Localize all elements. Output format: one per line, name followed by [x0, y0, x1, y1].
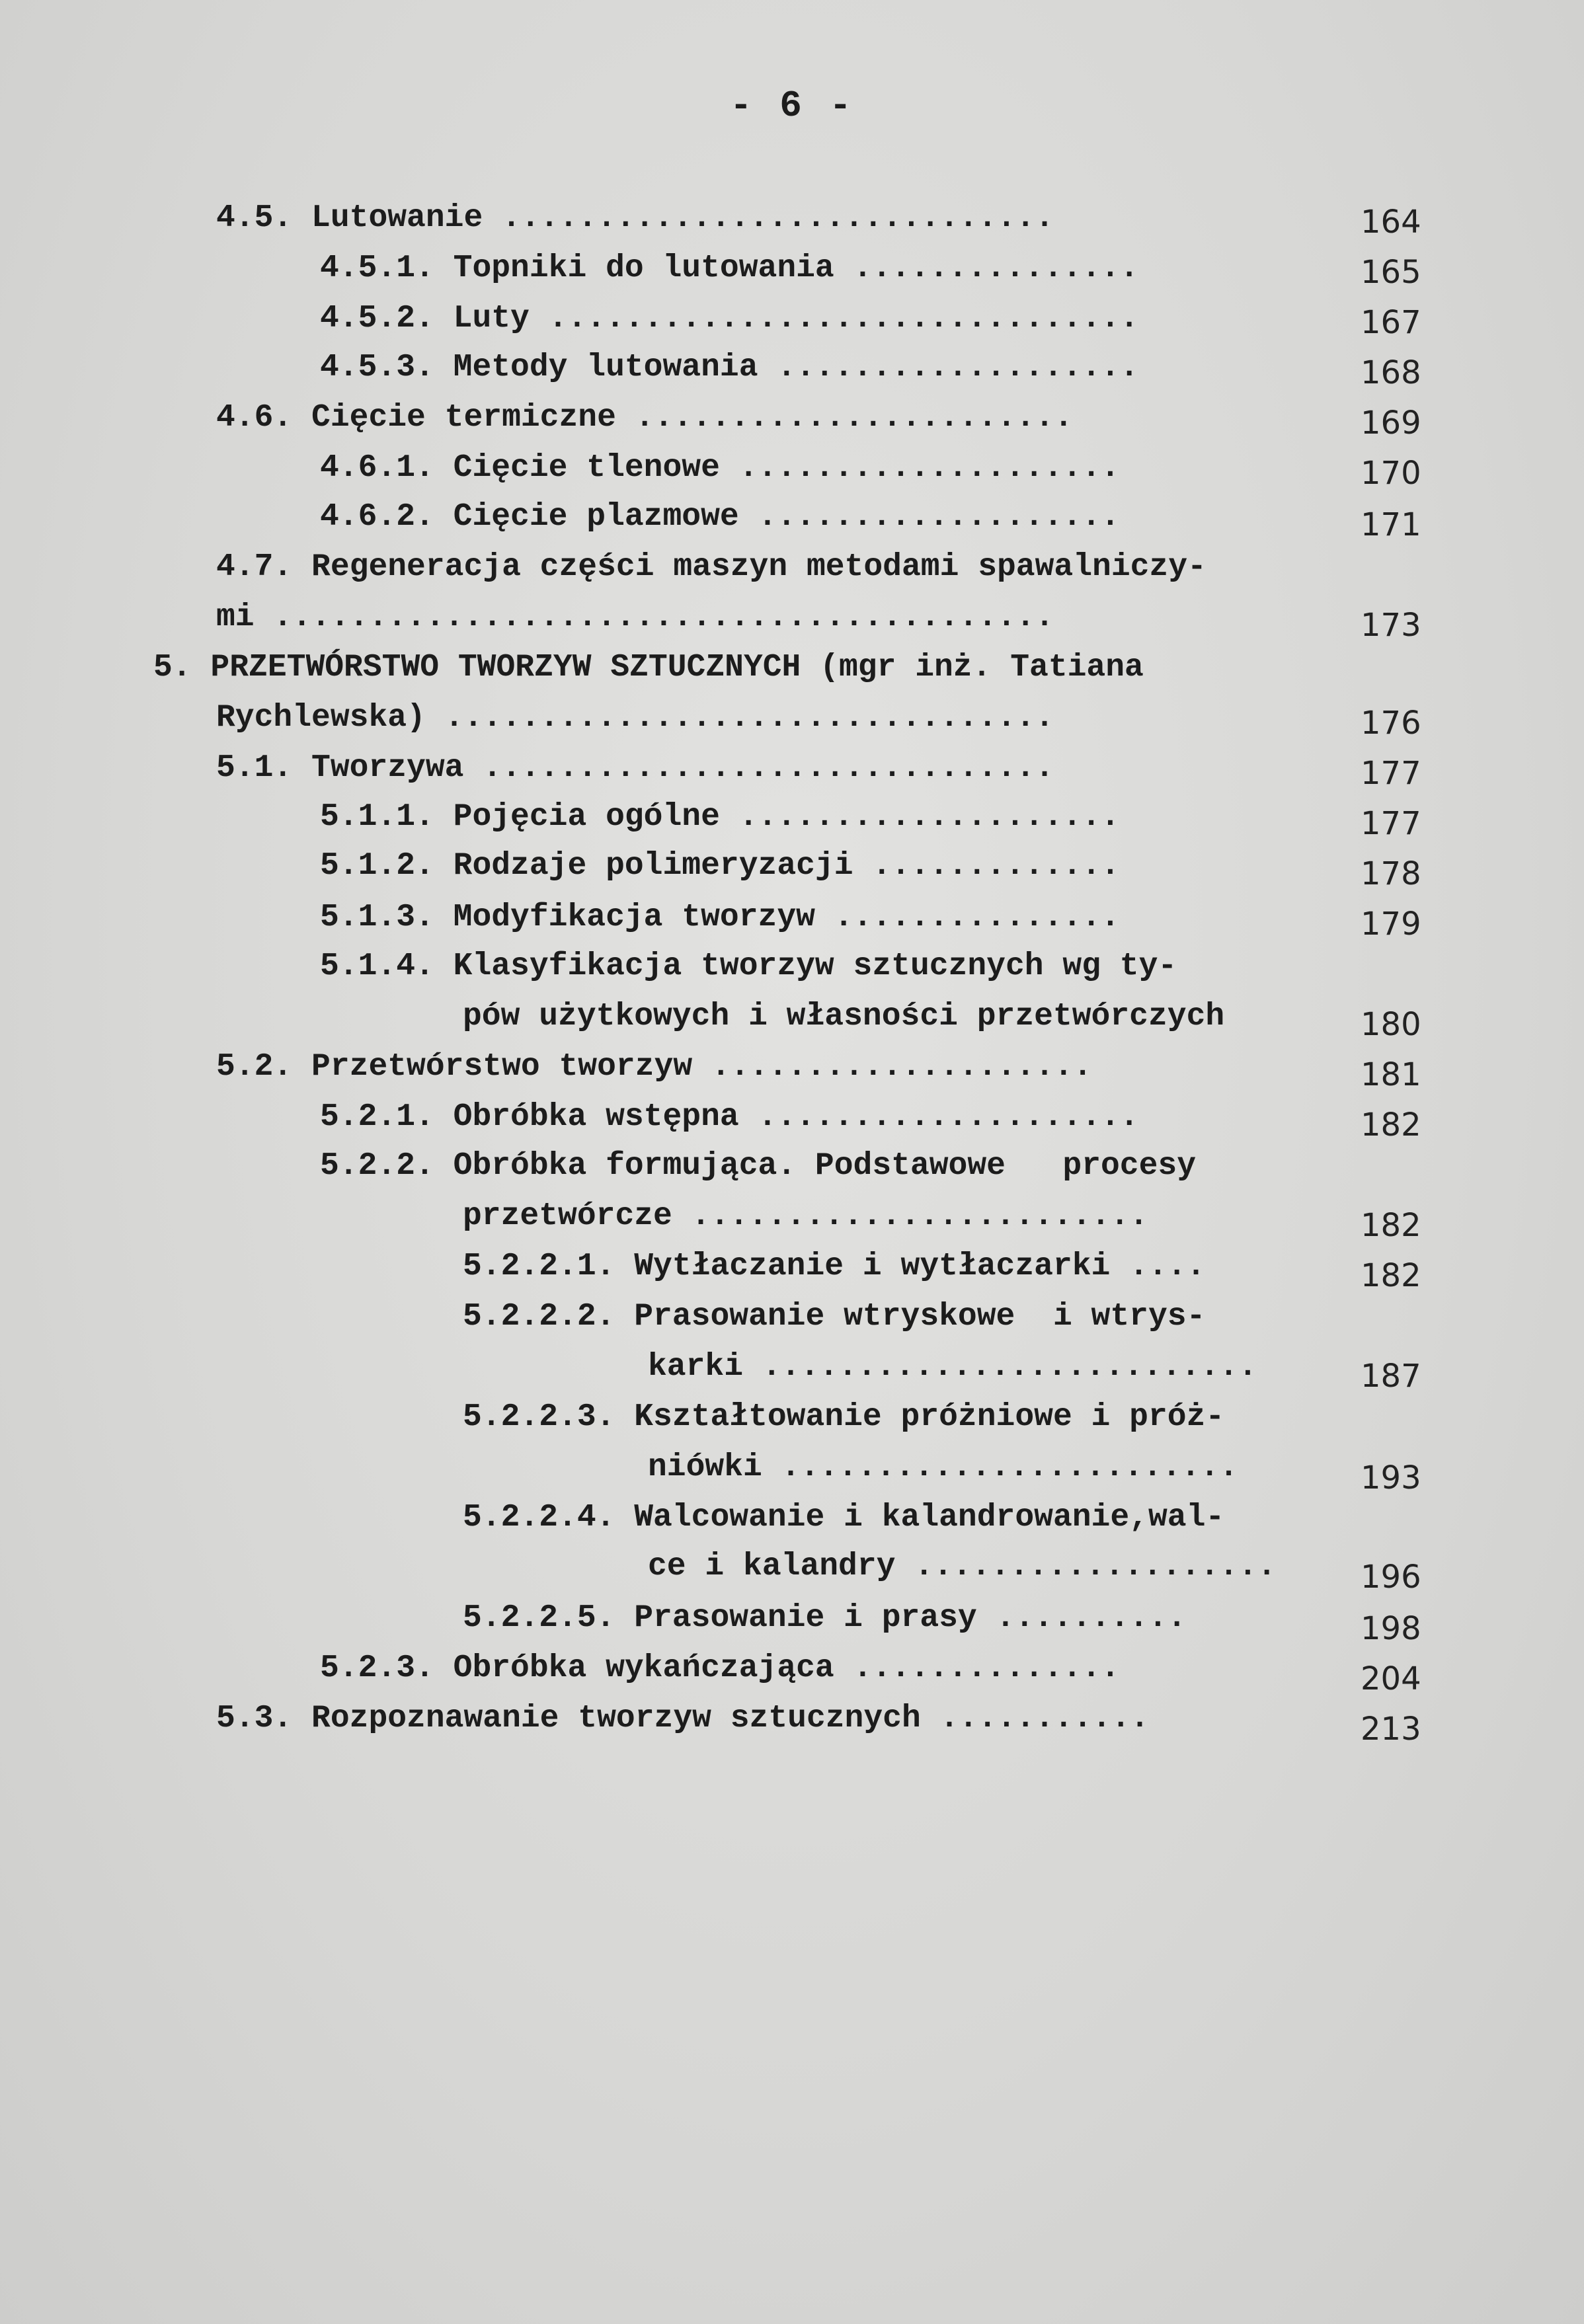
toc-entry-5-1-1: 5.1.1. Pojęcia ogólne ....................	[320, 799, 1120, 835]
toc-page-4-6-2: 171	[1361, 506, 1421, 543]
page-number: - 6 -	[729, 85, 855, 127]
toc-entry-5-1-2: 5.1.2. Rodzaje polimeryzacji .............	[320, 848, 1120, 884]
toc-page-4-5: 164	[1361, 204, 1421, 241]
toc-page-4-5-2: 167	[1361, 304, 1421, 341]
toc-entry-5-2-2-1: 5.2.2.1. Wytłaczanie i wytłaczarki ....	[463, 1249, 1206, 1284]
toc-page-4-6: 169	[1361, 405, 1421, 442]
toc-entry-5-1-4-cont: pów użytkowych i własności przetwórczych	[463, 999, 1225, 1034]
toc-entry-5-2-2-2-cont: karki ..........................	[648, 1349, 1257, 1385]
toc-entry-5-2-2-cont: przetwórcze ........................	[463, 1198, 1148, 1234]
toc-entry-4-5: 4.5. Lutowanie .............................	[216, 200, 1054, 236]
toc-page-5-2-2-2-cont: 187	[1361, 1358, 1421, 1395]
toc-entry-4-7: 4.7. Regeneracja części maszyn metodami spawalniczy-	[216, 549, 1207, 585]
toc-page-5-2-2-1: 182	[1361, 1257, 1421, 1294]
toc-page-5-cont: 176	[1361, 705, 1421, 742]
toc-page-4-7-cont: 173	[1361, 607, 1421, 644]
toc-page-5-1-1: 177	[1361, 805, 1421, 842]
toc-page-5-1-4-cont: 180	[1361, 1006, 1421, 1043]
toc-entry-4-6-1: 4.6.1. Cięcie tlenowe ....................	[320, 450, 1120, 486]
toc-page-5-2-3: 204	[1361, 1660, 1421, 1697]
toc-page-5-3: 213	[1361, 1711, 1421, 1748]
toc-page-4-5-3: 168	[1361, 354, 1421, 391]
toc-page-5-2-2-cont: 182	[1361, 1207, 1421, 1244]
toc-entry-5-2-1: 5.2.1. Obróbka wstępna ....................	[320, 1099, 1139, 1135]
toc-entry-4-5-3: 4.5.3. Metody lutowania ...................	[320, 350, 1139, 385]
toc-entry-4-7-cont: mi .........................................	[216, 600, 1054, 635]
toc-entry-4-6: 4.6. Cięcie termiczne .......................	[216, 400, 1074, 436]
toc-entry-5-3: 5.3. Rozpoznawanie tworzyw sztucznych ...........	[216, 1701, 1150, 1736]
toc-entry-5-2-2-3: 5.2.2.3. Kształtowanie próżniowe i próż-	[463, 1399, 1225, 1435]
toc-entry-5-2: 5.2. Przetwórstwo tworzyw ....................	[216, 1049, 1093, 1085]
toc-entry-5-1-4: 5.1.4. Klasyfikacja tworzyw sztucznych wg ty-	[320, 949, 1177, 984]
toc-entry-5-2-2-3-cont: niówki ........................	[648, 1450, 1238, 1485]
toc-page-4-5-1: 165	[1361, 254, 1421, 291]
toc-entry-5-2-2-5: 5.2.2.5. Prasowanie i prasy ..........	[463, 1600, 1187, 1636]
toc-page-5-2-2-4-cont: 196	[1361, 1559, 1421, 1596]
toc-entry-4-5-2: 4.5.2. Luty ...............................	[320, 301, 1139, 336]
toc-entry-5-2-2-4-cont: ce i kalandry ...................	[648, 1549, 1277, 1584]
toc-page-4-6-1: 170	[1361, 455, 1421, 492]
toc-page-5-1-2: 178	[1361, 855, 1421, 892]
toc-entry-5-2-3: 5.2.3. Obróbka wykańczająca ..............	[320, 1650, 1120, 1686]
toc-entry-5-2-2-2: 5.2.2.2. Prasowanie wtryskowe i wtrys-	[463, 1299, 1206, 1335]
toc-entry-5: 5. PRZETWÓRSTWO TWORZYW SZTUCZNYCH (mgr inż. Tatiana	[153, 650, 1144, 685]
toc-page-5-1-3: 179	[1361, 906, 1421, 943]
toc-entry-5-cont: Rychlewska) ................................	[216, 700, 1054, 736]
toc-entry-4-5-1: 4.5.1. Topniki do lutowania ...............	[320, 251, 1139, 286]
toc-page-5-2-2-5: 198	[1361, 1610, 1421, 1647]
toc-page-5-2-1: 182	[1361, 1106, 1421, 1143]
toc-entry-5-2-2-4: 5.2.2.4. Walcowanie i kalandrowanie,wal-	[463, 1500, 1225, 1535]
toc-page-5-2-2-3-cont: 193	[1361, 1459, 1421, 1496]
toc-entry-5-1-3: 5.1.3. Modyfikacja tworzyw ...............	[320, 900, 1120, 935]
toc-entry-5-2-2: 5.2.2. Obróbka formująca. Podstawowe procesy	[320, 1148, 1197, 1184]
toc-page-5-1: 177	[1361, 755, 1421, 792]
toc-entry-5-1: 5.1. Tworzywa ..............................	[216, 750, 1054, 786]
toc-entry-4-6-2: 4.6.2. Cięcie plazmowe ...................	[320, 499, 1120, 535]
toc-page-5-2: 181	[1361, 1056, 1421, 1093]
